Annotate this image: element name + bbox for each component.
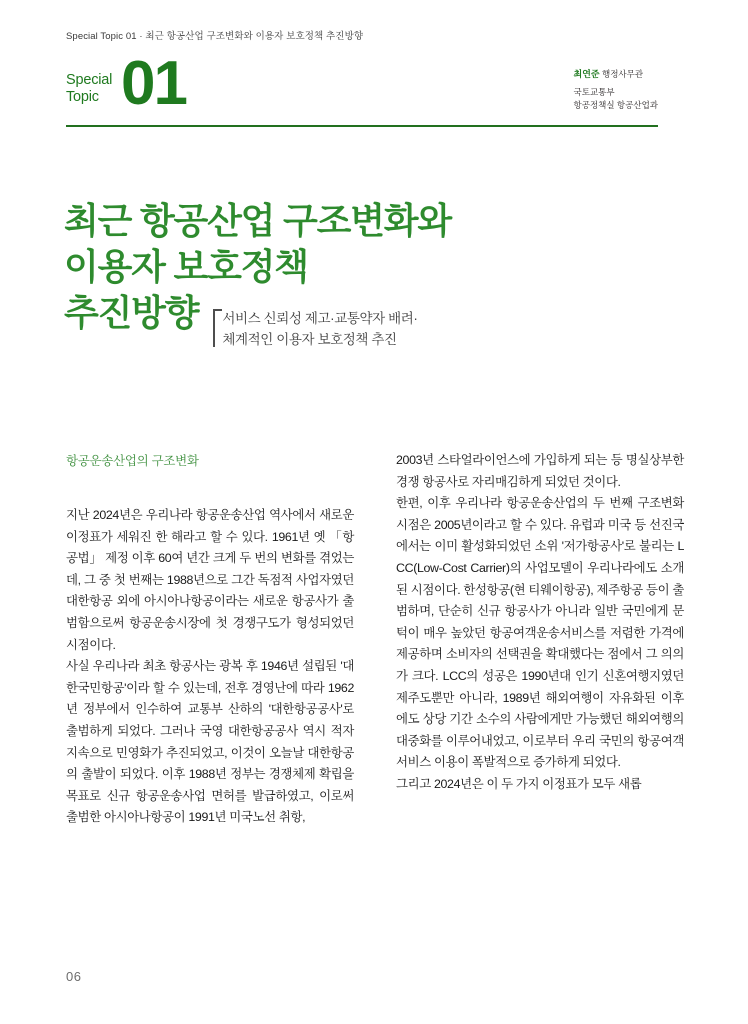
body-paragraph: 사실 우리나라 최초 항공사는 광복 후 1946년 설립된 '대한국민항공'이라 할 수 있는데, 전후 경영난에 따라 1962년 정부에서 인수하여 교통부 산하의 '대한항공공사'로 출범하게 되었다. 그러나 국영 대한항공공사 역시 적자 지속으로 민영화가 추진되었고, 이것이 오늘날 대한항공의 출발이 되었다. 이후 1988년 정부는 경쟁체제 확립을 목표로 신규 항공운송사업 면허를 발급하였고, 이로써 출범한 아시아나항공이 1991년 미국노선 취항, [66,659,354,825]
running-header: Special Topic 01 · 최근 항공산업 구조변화와 이용자 보호정책 추진방향 [66,31,364,42]
body-paragraph: 한편, 이후 우리나라 항공운송산업의 두 번째 구조변화 시점은 2005년이라고 할 수 있다. 유럽과 미국 등 선진국에서는 이미 활성화되었던 소위 '저가항공사'로 불리는 LCC(Low-Cost Carrier)의 사업모델이 우리나라에도 소개된 시점이다. 한성항공(현 티웨이항공), 제주항공 등이 출범하며, 단순히 신규 항공사가 아니라 일반 국민에게 문턱이 매우 높았던 항공여객운송서비스를 저렴한 가격에 제공하며 소비자의 선택권을 확대했다는 점에서 그 의의가 크다. LCC의 성공은 1990년대 인기 신혼여행지였던 제주도뿐만 아니라, 1989년 해외여행이 자유화된 이후에도 상당 기간 소수의 사람에게만 가능했던 해외여행의 대중화를 이루어내었고, 이로부터 우리 국민의 항공여객서비스 이용이 폭발적으로 증가하게 되었다. [396,496,684,770]
special-topic-label-line1: Special [66,72,113,88]
masthead-divider-rule [66,125,658,127]
author-name-line [574,68,658,81]
author-organization-line1: 국토교통부 [573,87,615,97]
special-topic-masthead [66,49,658,128]
body-paragraph: 2003년 스타얼라이언스에 가입하게 되는 등 명실상부한 경쟁 항공사로 자리매김하게 되었던 것이다. [396,453,684,489]
body-paragraph: 그리고 2024년은 이 두 가지 이정표가 모두 새롭 [396,776,642,791]
bracket-rule-icon [208,307,222,347]
page-number: 06 [66,969,82,984]
article-subtitle-line1: 서비스 신뢰성 제고·교통약자 배려· [222,311,418,326]
article-subtitle [222,307,417,350]
special-topic-label [66,72,112,106]
body-column-right [396,450,684,829]
article-title-last-row [64,290,684,350]
body-column-left [66,505,354,829]
article-title-block [64,198,684,350]
article-title-line2: 이용자 보호정책 [64,246,308,287]
author-organization-line2: 항공정책실 항공산업과 [573,100,658,110]
special-topic-number: 01 [121,49,186,118]
author-name: 최연준 [573,69,600,79]
article-subtitle-wrap [208,290,417,350]
article-title-line3: 추진방향 [64,292,199,333]
section-heading: 항공운송산업의 구조변화 [66,454,199,468]
article-subtitle-line2: 체계적인 이용자 보호정책 추진 [222,332,397,347]
special-topic-label-line2: Topic [66,89,99,105]
author-rank: 행정사무관 [601,69,644,79]
body-paragraph: 지난 2024년은 우리나라 항공운송산업 역사에서 새로운 이정표가 세워진 한 해라고 할 수 있다. 1961년 옛 「항공법」 제정 이후 60여 년간 크게 두 번의 변화를 겪었는데, 그 중 첫 번째는 1988년으로 그간 독점적 사업자였던 대한항공 외에 아시아나항공이라는 새로운 항공사가 출범함으로써 항공운송시장에 첫 경쟁구도가 형성되었던 시점이다. [66,508,354,652]
author-byline [574,68,658,112]
article-title-line1: 최근 항공산업 구조변화와 [64,200,451,241]
